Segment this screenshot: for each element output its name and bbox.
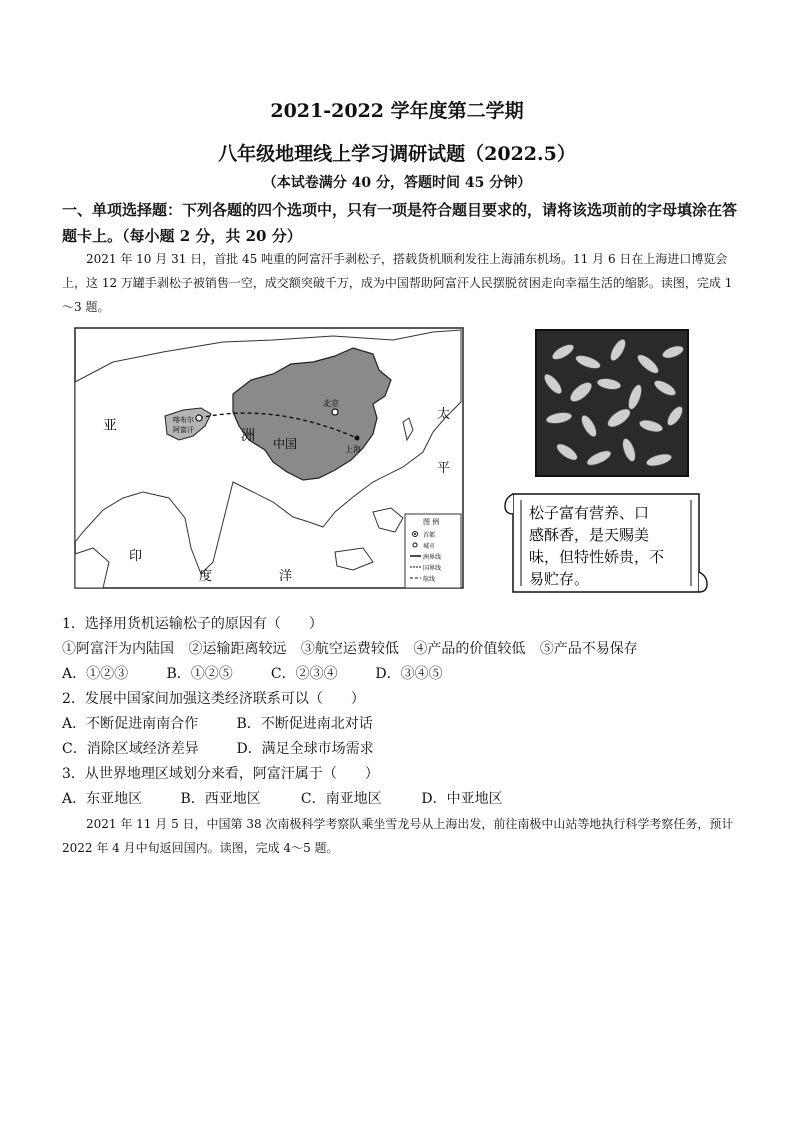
legend-item-national-boundary: 国界线 (423, 565, 442, 572)
legend-item-city: 城市 (423, 543, 436, 550)
question-3-stem: 3．从世界地理区域划分来看，阿富汗属于（ ） (62, 766, 379, 782)
question-1-stem: 1．选择用货机运输松子的原因有（ ） (62, 616, 323, 632)
map-label-du: 度 (199, 569, 213, 584)
question-1-options (62, 664, 752, 684)
info-scroll (505, 494, 707, 592)
q3-option-b[interactable]: B．西亚地区 (180, 791, 261, 807)
scroll-line-2: 感酥香，是天赐美 (529, 526, 650, 544)
scroll-line-4: 易贮存。 (529, 570, 590, 588)
question-2-options-row1 (62, 714, 752, 734)
legend-title: 图 例 (423, 518, 440, 526)
q2-option-c[interactable]: C．消除区域经济差异 (62, 741, 199, 757)
q3-option-d[interactable]: D．中亚地区 (421, 791, 503, 807)
map-label-shanghai: 上海 (345, 445, 361, 454)
map-label-afghanistan: 阿富汗 (173, 426, 194, 434)
passage-2: 2021 年 11 月 5 日，中国第 38 次南极科学考察队乘坐雪龙号从上海出发，前往南极中山站等地执行科学考察任务，预计 2022 年 4 月中旬返回国内。读图，完成 4～5 题。 (62, 817, 734, 855)
q3-option-c[interactable]: C．南亚地区 (300, 791, 382, 807)
passage-1: 2021 年 10 月 31 日，首批 45 吨重的阿富汗手剥松子，搭载货机顺利发往上海浦东机场。11 月 6 日在上海进口博览会上，这 12 万罐手剥松子被销售一空，成交额突破千万，成为中国帮助阿富汗人民摆脱贫困走向幸福生活的缩影。读图，完成 1～3 题。 (62, 252, 733, 314)
map-label-kabul: 喀布尔 (173, 416, 194, 424)
beijing-marker (332, 409, 338, 415)
map-label-ping: 平 (437, 461, 451, 476)
q1-option-c[interactable]: C．②③④ (270, 666, 338, 682)
map-label-yang2: 洋 (279, 569, 293, 584)
q2-option-d[interactable]: D．满足全球市场需求 (236, 741, 374, 757)
q1-choice-3: ③航空运费较低 (300, 641, 399, 657)
scroll-line-3: 味，但特性娇贵，不 (529, 548, 665, 566)
q3-option-a[interactable]: A．东亚地区 (62, 791, 143, 807)
section-heading: 一、单项选择题：下列各题的四个选项中，只有一项是符合题目要求的，请将该选项前的字母填涂在答题卡上。（每小题 2 分，共 20 分） (62, 201, 738, 245)
q1-option-b[interactable]: B．①②⑤ (166, 666, 233, 682)
exam-title-line1: 2021-2022 学年度第二学期 (270, 100, 524, 122)
scroll-line-1: 松子富有营养、口 (529, 504, 650, 522)
exam-subtitle: （本试卷满分 40 分，答题时间 45 分钟） (262, 175, 532, 191)
map-label-yin: 印 (129, 549, 143, 564)
question-3-options (62, 789, 752, 809)
pine-nut-photo (536, 330, 688, 476)
question-2-options-row2 (62, 739, 752, 759)
map-label-asia: 亚 (103, 418, 117, 434)
map-label-china: 中国 (273, 437, 298, 451)
shanghai-marker (355, 436, 360, 441)
q2-option-b[interactable]: B．不断促进南北对话 (236, 716, 373, 732)
exam-title-line2: 八年级地理线上学习调研试题（2022.5） (218, 143, 576, 165)
q1-choice-4: ④产品的价值较低 (413, 641, 526, 657)
legend-item-capital: 首都 (423, 532, 436, 539)
q1-choice-5: ⑤产品不易保存 (539, 641, 638, 657)
legend-item-flight-route: 航线 (423, 576, 436, 583)
legend-item-continent-boundary: 洲界线 (423, 554, 442, 561)
map-label-beijing: 北京 (323, 399, 339, 408)
q2-option-a[interactable]: A．不断促进南南合作 (62, 716, 199, 732)
map-label-tai: 太 (437, 407, 451, 422)
q1-option-a[interactable]: A．①②③ (62, 666, 129, 682)
q1-choice-2: ②运输距离较远 (188, 641, 287, 657)
question-2-stem: 2．发展中国家间加强这类经济联系可以（ ） (62, 691, 365, 707)
q1-choice-1: ①阿富汗为内陆国 (62, 641, 174, 657)
question-1-choices (62, 639, 752, 659)
map-label-zhou: 洲 (241, 428, 255, 444)
q1-option-d[interactable]: D．③④⑤ (375, 666, 443, 682)
kabul-marker (196, 415, 202, 421)
figure-map-and-photo (73, 322, 715, 610)
